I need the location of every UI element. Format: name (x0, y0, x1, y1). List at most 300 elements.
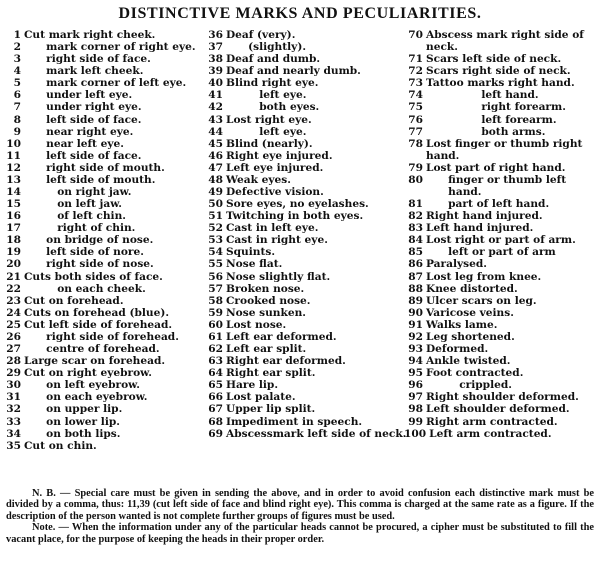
list-item (2, 428, 202, 440)
item-number: 58 (208, 294, 223, 307)
item-number: 1 (13, 29, 21, 41)
item-number: 69 (208, 427, 223, 440)
item-number: 2 (13, 41, 21, 54)
item-number: 25 (6, 318, 21, 331)
item-number: 33 (6, 415, 21, 428)
item-number: 98 (408, 403, 423, 416)
item-number: 28 (6, 355, 21, 368)
item-text: near right eye. (24, 125, 134, 138)
item-text: Upper lip split. (226, 403, 316, 416)
item-text: both eyes. (226, 101, 320, 114)
list-item (404, 379, 600, 391)
item-text: right side of mouth. (24, 161, 165, 174)
item-text: Cut on forehead. (24, 294, 124, 307)
item-number: 22 (6, 282, 21, 295)
list-item (2, 29, 202, 41)
list-item (204, 343, 402, 355)
item-number: 78 (408, 137, 423, 150)
item-number: 11 (6, 149, 21, 162)
item-number: 39 (208, 65, 223, 78)
item-number: 9 (13, 125, 21, 138)
item-number: 48 (208, 173, 223, 186)
item-number: 88 (408, 282, 423, 295)
item-number: 44 (208, 125, 223, 138)
item-text: part of left hand. (426, 198, 550, 211)
list-item (204, 186, 402, 198)
list-item (404, 271, 600, 283)
item-text: Nose sunken. (226, 306, 306, 319)
item-text: Left ear deformed. (226, 330, 337, 343)
list-item (204, 271, 402, 283)
list-item (204, 222, 402, 234)
item-text: Lost finger or thumb right (426, 137, 583, 150)
list-item (204, 138, 402, 150)
item-text: left eye. (226, 89, 307, 102)
item-text: Right shoulder deformed. (426, 391, 579, 404)
item-text: left eye. (226, 125, 307, 138)
list-item (204, 258, 402, 270)
item-number: 20 (6, 258, 21, 271)
item-number: 43 (208, 113, 223, 126)
item-number: 35 (6, 439, 21, 452)
list-item (204, 101, 402, 113)
list-item (204, 295, 402, 307)
item-text: Left hand injured. (426, 222, 534, 235)
list-item-continuation (404, 41, 600, 53)
list-item (404, 101, 600, 113)
item-text: Deaf (very). (226, 29, 296, 41)
list-item (204, 331, 402, 343)
item-number: 18 (6, 234, 21, 247)
list-item (404, 210, 600, 222)
item-number: 49 (208, 186, 223, 199)
item-text: near left eye. (24, 137, 124, 150)
item-text: left side of nore. (24, 246, 144, 259)
item-text: Lost right or part of arm. (426, 234, 576, 247)
list-item (204, 427, 407, 440)
item-text: finger or thumb left (426, 173, 567, 186)
list-item (404, 319, 600, 331)
list-item (2, 246, 202, 258)
item-number: 68 (208, 415, 223, 428)
item-text: neck. (426, 41, 458, 54)
item-number: 79 (408, 161, 423, 174)
list-item (2, 295, 202, 307)
item-text: Left arm contracted. (429, 427, 552, 440)
marks-column-3 (404, 29, 600, 440)
list-item (2, 65, 202, 77)
item-number: 77 (408, 125, 423, 138)
item-text: Deaf and nearly dumb. (226, 65, 361, 78)
item-text: Walks lame. (426, 318, 498, 331)
item-text: Lost leg from knee. (426, 270, 542, 283)
item-number: 95 (408, 367, 423, 380)
item-text: Leg shortened. (426, 330, 515, 343)
list-item (404, 307, 600, 319)
item-text: Left ear split. (226, 343, 307, 356)
item-text: on bridge of nose. (24, 234, 154, 247)
item-text: Cast in right eye. (226, 234, 328, 247)
item-text: on both lips. (24, 427, 121, 440)
item-number: 94 (408, 355, 423, 368)
item-number: 86 (408, 258, 423, 271)
item-text: under left eye. (24, 89, 133, 102)
item-number: 19 (6, 246, 21, 259)
item-text: Paralysed. (426, 258, 487, 271)
item-number: 84 (408, 234, 423, 247)
item-number: 82 (408, 210, 423, 223)
list-item (204, 174, 402, 186)
list-item (2, 138, 202, 150)
list-item (2, 391, 202, 403)
item-number: 67 (208, 403, 223, 416)
item-text: Nose flat. (226, 258, 283, 271)
list-item (2, 41, 202, 53)
item-number: 59 (208, 306, 223, 319)
item-text: on left jaw. (24, 198, 122, 211)
item-text: left side of face. (24, 149, 142, 162)
list-item (2, 440, 202, 452)
item-text: mark corner of left eye. (24, 77, 187, 90)
list-item (404, 138, 600, 150)
item-text: on right jaw. (24, 186, 132, 199)
item-text: left forearm. (426, 113, 557, 126)
item-number: 10 (6, 137, 21, 150)
list-item (204, 355, 402, 367)
list-item (404, 198, 600, 210)
item-text: centre of forehead. (24, 343, 160, 356)
item-text: Impediment in speech. (226, 415, 363, 428)
list-item (204, 53, 402, 65)
list-item (404, 343, 600, 355)
item-text: mark left cheek. (24, 65, 144, 78)
note-paragraph: Note. — When the information under any of the particular heads cannot be procured, a cipher must be substituted to fill the vacant place, for the purpose of keeping the heads in their proper order. (6, 522, 594, 545)
item-number: 36 (208, 29, 223, 41)
item-number: 3 (13, 53, 21, 66)
item-text: left side of mouth. (24, 173, 156, 186)
list-item (204, 403, 402, 415)
list-item (2, 416, 202, 428)
item-number: 8 (13, 113, 21, 126)
item-number: 31 (6, 391, 21, 404)
list-item (404, 222, 600, 234)
item-text: right side of face. (24, 53, 151, 66)
list-item (2, 355, 202, 367)
list-item (204, 210, 402, 222)
item-number: 56 (208, 270, 223, 283)
item-text: Twitching in both eyes. (226, 210, 364, 223)
item-text: Right ear deformed. (226, 355, 346, 368)
item-text: Abscess mark right side of (426, 29, 584, 41)
list-item (404, 331, 600, 343)
list-item (2, 319, 202, 331)
item-number: 53 (208, 234, 223, 247)
item-number: 41 (208, 89, 223, 102)
list-item (2, 89, 202, 101)
item-text: both arms. (426, 125, 546, 138)
item-number: 50 (208, 198, 223, 211)
list-item (404, 89, 600, 101)
list-item (2, 403, 202, 415)
item-number: 96 (408, 379, 423, 392)
item-text: on left eyebrow. (24, 379, 140, 392)
item-number: 60 (208, 318, 223, 331)
item-text: Defective vision. (226, 186, 324, 199)
list-item (2, 222, 202, 234)
list-item (404, 53, 600, 65)
list-item-continuation (404, 150, 600, 162)
item-number: 23 (6, 294, 21, 307)
item-number: 16 (6, 210, 21, 223)
list-item (2, 283, 202, 295)
item-number: 72 (408, 65, 423, 78)
item-number: 38 (208, 53, 223, 66)
item-number: 4 (13, 65, 21, 78)
list-item (2, 379, 202, 391)
list-item (2, 114, 202, 126)
item-text: Left eye injured. (226, 161, 324, 174)
item-text: Cut mark right cheek. (24, 29, 156, 41)
list-item (2, 101, 202, 113)
list-item (204, 391, 402, 403)
list-item (2, 258, 202, 270)
item-number: 30 (6, 379, 21, 392)
item-text: Right arm contracted. (426, 415, 558, 428)
item-text: on each eyebrow. (24, 391, 148, 404)
item-number: 73 (408, 77, 423, 90)
item-text: of left chin. (24, 210, 126, 223)
list-item (404, 283, 600, 295)
item-number: 81 (408, 198, 423, 211)
item-text: Right ear split. (226, 367, 316, 380)
item-text: Cuts both sides of face. (24, 270, 163, 283)
list-item (204, 319, 402, 331)
list-item (204, 367, 402, 379)
item-number: 26 (6, 330, 21, 343)
item-number: 75 (408, 101, 423, 114)
list-item (2, 150, 202, 162)
marks-column-2 (204, 29, 407, 440)
list-item (204, 41, 402, 53)
list-item (2, 162, 202, 174)
page-title: DISTINCTIVE MARKS AND PECULIARITIES. (118, 5, 482, 22)
item-number: 12 (6, 161, 21, 174)
item-text: Ulcer scars on leg. (426, 294, 537, 307)
list-item (204, 283, 402, 295)
item-text: Cut on right eyebrow. (24, 367, 152, 380)
item-text: Broken nose. (226, 282, 305, 295)
list-item (204, 416, 402, 428)
list-item-continuation (404, 186, 600, 198)
item-number: 34 (6, 427, 21, 440)
item-number: 66 (208, 391, 223, 404)
list-item (2, 186, 202, 198)
item-text: right side of forehead. (24, 330, 179, 343)
item-number: 92 (408, 330, 423, 343)
item-text: Lost nose. (226, 318, 287, 331)
item-number: 63 (208, 355, 223, 368)
item-text: Hare lip. (226, 379, 279, 392)
item-text: Squints. (226, 246, 276, 259)
item-text: Blind right eye. (226, 77, 319, 90)
item-text: Right hand injured. (426, 210, 543, 223)
list-item (204, 234, 402, 246)
item-text: Cut left side of forehead. (24, 318, 173, 331)
list-item (204, 77, 402, 89)
item-text: Foot contracted. (426, 367, 524, 380)
item-text: Deformed. (426, 343, 489, 356)
item-number: 71 (408, 53, 423, 66)
list-item (2, 174, 202, 186)
item-number: 99 (408, 415, 423, 428)
list-item (204, 198, 402, 210)
item-text: Ankle twisted. (426, 355, 511, 368)
list-item (404, 162, 600, 174)
item-number: 100 (404, 427, 427, 440)
list-item (404, 295, 600, 307)
item-text: right side of nose. (24, 258, 154, 271)
list-item (204, 65, 402, 77)
item-number: 45 (208, 137, 223, 150)
list-item (2, 210, 202, 222)
item-text: on lower lip. (24, 415, 120, 428)
item-number: 97 (408, 391, 423, 404)
item-number: 6 (13, 89, 21, 102)
list-item (2, 307, 202, 319)
item-text: Scars right side of neck. (426, 65, 571, 78)
list-item (404, 126, 600, 138)
item-text: mark corner of right eye. (24, 41, 196, 54)
item-number: 90 (408, 306, 423, 319)
item-text: Cast in left eye. (226, 222, 319, 235)
list-item (204, 246, 402, 258)
item-text: Lost part of right hand. (426, 161, 566, 174)
list-item (2, 234, 202, 246)
list-item (2, 53, 202, 65)
item-number: 14 (6, 186, 21, 199)
list-item (2, 198, 202, 210)
item-number: 93 (408, 343, 423, 356)
item-number: 42 (208, 101, 223, 114)
list-item (204, 307, 402, 319)
item-text: right of chin. (24, 222, 136, 235)
item-number: 91 (408, 318, 423, 331)
list-item (204, 126, 402, 138)
list-item (404, 114, 600, 126)
marks-column-1 (2, 29, 202, 452)
item-text: Sore eyes, no eyelashes. (226, 198, 369, 211)
item-text: Lost palate. (226, 391, 296, 404)
item-text: Blind (nearly). (226, 137, 313, 150)
item-number: 21 (6, 270, 21, 283)
item-text: Cuts on forehead (blue). (24, 306, 170, 319)
list-item (404, 29, 600, 41)
item-number: 54 (208, 246, 223, 259)
item-number: 64 (208, 367, 223, 380)
item-number: 76 (408, 113, 423, 126)
item-number: 17 (6, 222, 21, 235)
list-item (204, 162, 402, 174)
item-number: 46 (208, 149, 223, 162)
list-item (204, 150, 402, 162)
list-item (204, 29, 402, 41)
item-number: 15 (6, 198, 21, 211)
list-item (404, 416, 600, 428)
nb-paragraph: N. B. — Special care must be given in sending the above, and in order to avoid confusion each distinctive mark must be divided by a comma, thus: 11,39 (cut left side of face and blind right eye). This comma is charged at the same rate as a figure. If the description of the person wanted is not complete further groups of figures must be used. (6, 488, 594, 522)
item-text: Cut on chin. (24, 439, 97, 452)
item-text: Deaf and dumb. (226, 53, 321, 66)
item-number: 52 (208, 222, 223, 235)
item-text: left hand. (426, 89, 539, 102)
item-text: Crooked nose. (226, 294, 311, 307)
list-item (2, 271, 202, 283)
list-item (404, 367, 600, 379)
item-text: Scars left side of neck. (426, 53, 562, 66)
list-item (2, 331, 202, 343)
item-number: 51 (208, 210, 223, 223)
item-text: Knee distorted. (426, 282, 518, 295)
item-number: 5 (13, 77, 21, 90)
item-text: on upper lip. (24, 403, 123, 416)
item-number: 37 (208, 41, 223, 54)
notes-section (6, 488, 594, 545)
item-text: hand. (426, 186, 482, 199)
item-number: 24 (6, 306, 21, 319)
item-text: hand. (426, 149, 460, 162)
item-text: (slightly). (226, 41, 307, 54)
list-item (404, 246, 600, 258)
item-number: 32 (6, 403, 21, 416)
list-item (404, 403, 600, 415)
item-number: 7 (13, 101, 21, 114)
list-item (404, 391, 600, 403)
list-item (404, 65, 600, 77)
item-number: 87 (408, 270, 423, 283)
item-text: Varicose veins. (426, 306, 514, 319)
list-item (404, 174, 600, 186)
item-number: 61 (208, 330, 223, 343)
item-number: 89 (408, 294, 423, 307)
item-number: 85 (408, 246, 423, 259)
list-item (404, 258, 600, 270)
item-number: 57 (208, 282, 223, 295)
item-number: 74 (408, 89, 423, 102)
item-number: 83 (408, 222, 423, 235)
list-item (404, 77, 600, 89)
item-text: Left shoulder deformed. (426, 403, 570, 416)
list-item (204, 114, 402, 126)
item-text: on each cheek. (24, 282, 146, 295)
item-text: Tattoo marks right hand. (426, 77, 575, 90)
item-number: 27 (6, 343, 21, 356)
list-item (404, 428, 600, 440)
item-text: Lost right eye. (226, 113, 312, 126)
item-text: right forearm. (426, 101, 566, 114)
list-item (2, 77, 202, 89)
item-number: 47 (208, 161, 223, 174)
list-item (404, 234, 600, 246)
item-number: 40 (208, 77, 223, 90)
item-text: crippled. (426, 379, 512, 392)
item-text: under right eye. (24, 101, 142, 114)
item-text: Right eye injured. (226, 149, 333, 162)
item-text: Nose slightly flat. (226, 270, 331, 283)
list-item (404, 355, 600, 367)
item-number: 55 (208, 258, 223, 271)
list-item (2, 126, 202, 138)
item-text: Weak eyes. (226, 173, 291, 186)
item-number: 70 (408, 29, 423, 41)
